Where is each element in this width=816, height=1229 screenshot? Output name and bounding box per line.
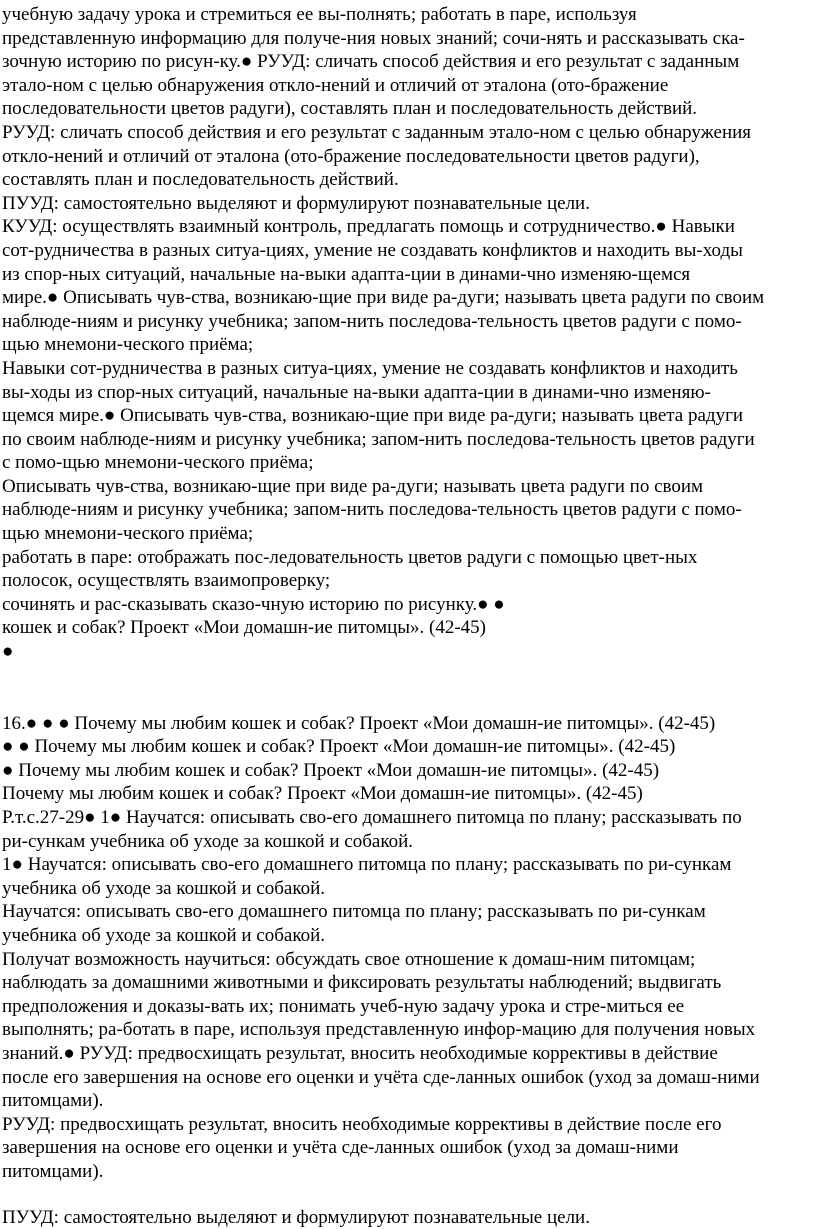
text-line: зочную историю по рисун-ку.● РУУД: сличать способ действия и его результат с заданным xyxy=(2,50,808,74)
text-line: знаний.● РУУД: предвосхищать результат, вносить необходимые коррективы в действие xyxy=(2,1042,808,1066)
text-line: ● Почему мы любим кошек и собак? Проект «Мои домашн-ие питомцы». (42-45) xyxy=(2,759,808,783)
text-line: сочинять и рас-сказывать сказо-чную историю по рисунку.● ● xyxy=(2,593,808,617)
text-line: ри-сункам учебника об уходе за кошкой и собакой. xyxy=(2,830,808,854)
text-line: этало-ном с целью обнаружения откло-нений и отличий от эталона (ото-бражение xyxy=(2,74,808,98)
text-line: полосок, осуществлять взаимопроверку; xyxy=(2,569,808,593)
text-line: Навыки сот-рудничества в разных ситуа-циях, умение не создавать конфликтов и находить xyxy=(2,357,808,381)
text-line: с помо-щью мнемони-ческого приёма; xyxy=(2,451,808,475)
text-line: предположения и доказы-вать их; понимать учеб-ную задачу урока и стре-миться ее xyxy=(2,995,808,1019)
text-line: по своим наблюде-ниям и рисунку учебника; запом-нить последова-тельность цветов радуги xyxy=(2,428,808,452)
text-line: наблюде-ниям и рисунку учебника; запом-нить последова-тельность цветов радуги с помо- xyxy=(2,310,808,334)
text-line: Почему мы любим кошек и собак? Проект «Мои домашн-ие питомцы». (42-45) xyxy=(2,782,808,806)
bullet-line: ● xyxy=(2,640,808,664)
text-line: ПУУД: самостоятельно выделяют и формулируют познавательные цели. xyxy=(2,192,808,216)
text-line: последовательности цветов радуги), составлять план и последовательность действий. xyxy=(2,97,808,121)
text-line: учебника об уходе за кошкой и собакой. xyxy=(2,924,808,948)
blank-space xyxy=(2,1184,808,1206)
text-line: КУУД: осуществлять взаимный контроль, предлагать помощь и сотрудничество.● Навыки xyxy=(2,215,808,239)
text-line: Научатся: описывать сво-его домашнего питомца по плану; рассказывать по ри-сункам xyxy=(2,900,808,924)
text-line: завершения на основе его оценки и учёта сде-ланных ошибок (уход за домаш-ними xyxy=(2,1136,808,1160)
text-line: щью мнемони-ческого приёма; xyxy=(2,522,808,546)
text-line: мире.● Описывать чув-ства, возникаю-щие при виде ра-дуги; называть цвета радуги по своим xyxy=(2,286,808,310)
text-line: учебную задачу урока и стремиться ее вы-полнять; работать в паре, используя xyxy=(2,3,808,27)
text-line: сот-рудничества в разных ситуа-циях, умение не создавать конфликтов и находить вы-ходы xyxy=(2,239,808,263)
text-line: Р.т.с.27-29● 1● Научатся: описывать сво-его домашнего питомца по плану; рассказывать по xyxy=(2,806,808,830)
text-line: щью мнемони-ческого приёма; xyxy=(2,333,808,357)
text-line: Получат возможность научиться: обсуждать свое отношение к домаш-ним питомцам; xyxy=(2,948,808,972)
text-line: Описывать чув-ства, возникаю-щие при виде ра-дуги; называть цвета радуги по своим xyxy=(2,475,808,499)
text-line: выполнять; ра-ботать в паре, используя представленную инфор-мацию для получения новых xyxy=(2,1018,808,1042)
text-line: представленную информацию для получе-ния новых знаний; сочи-нять и рассказывать ска- xyxy=(2,27,808,51)
text-line: ● ● Почему мы любим кошек и собак? Проект «Мои домашн-ие питомцы». (42-45) xyxy=(2,735,808,759)
text-line: кошек и собак? Проект «Мои домашн-ие питомцы». (42-45) xyxy=(2,616,808,640)
text-line: питомцами). xyxy=(2,1089,808,1113)
text-line: ПУУД: самостоятельно выделяют и формулируют познавательные цели. xyxy=(2,1206,808,1229)
blank-space xyxy=(2,664,808,712)
text-line: наблюде-ниям и рисунку учебника; запом-нить последова-тельность цветов радуги с помо- xyxy=(2,498,808,522)
text-line: учебника об уходе за кошкой и собакой. xyxy=(2,877,808,901)
text-line: щемся мире.● Описывать чув-ства, возникаю-щие при виде ра-дуги; называть цвета радуги xyxy=(2,404,808,428)
text-line: 1● Научатся: описывать сво-его домашнего питомца по плану; рассказывать по ри-сункам xyxy=(2,853,808,877)
text-line: питомцами). xyxy=(2,1160,808,1184)
text-line: РУУД: сличать способ действия и его результат с заданным этало-ном с целью обнаружения xyxy=(2,121,808,145)
text-line: вы-ходы из спор-ных ситуаций, начальные на-выки адапта-ции в динами-чно изменяю- xyxy=(2,381,808,405)
text-line: РУУД: предвосхищать результат, вносить необходимые коррективы в действие после его xyxy=(2,1113,808,1137)
text-line: составлять план и последовательность действий. xyxy=(2,168,808,192)
text-line: наблюдать за домашними животными и фиксировать результаты наблюдений; выдвигать xyxy=(2,971,808,995)
text-line: после его завершения на основе его оценки и учёта сде-ланных ошибок (уход за домаш-ними xyxy=(2,1066,808,1090)
text-line: из спор-ных ситуаций, начальные на-выки адапта-ции в динами-чно изменяю-щемся xyxy=(2,263,808,287)
text-line: откло-нений и отличий от эталона (ото-бражение последовательности цветов радуги), xyxy=(2,145,808,169)
text-line: 16.● ● ● Почему мы любим кошек и собак? Проект «Мои домашн-ие питомцы». (42-45) xyxy=(2,712,808,736)
text-line: работать в паре: отображать пос-ледовательность цветов радуги с помощью цвет-ных xyxy=(2,546,808,570)
